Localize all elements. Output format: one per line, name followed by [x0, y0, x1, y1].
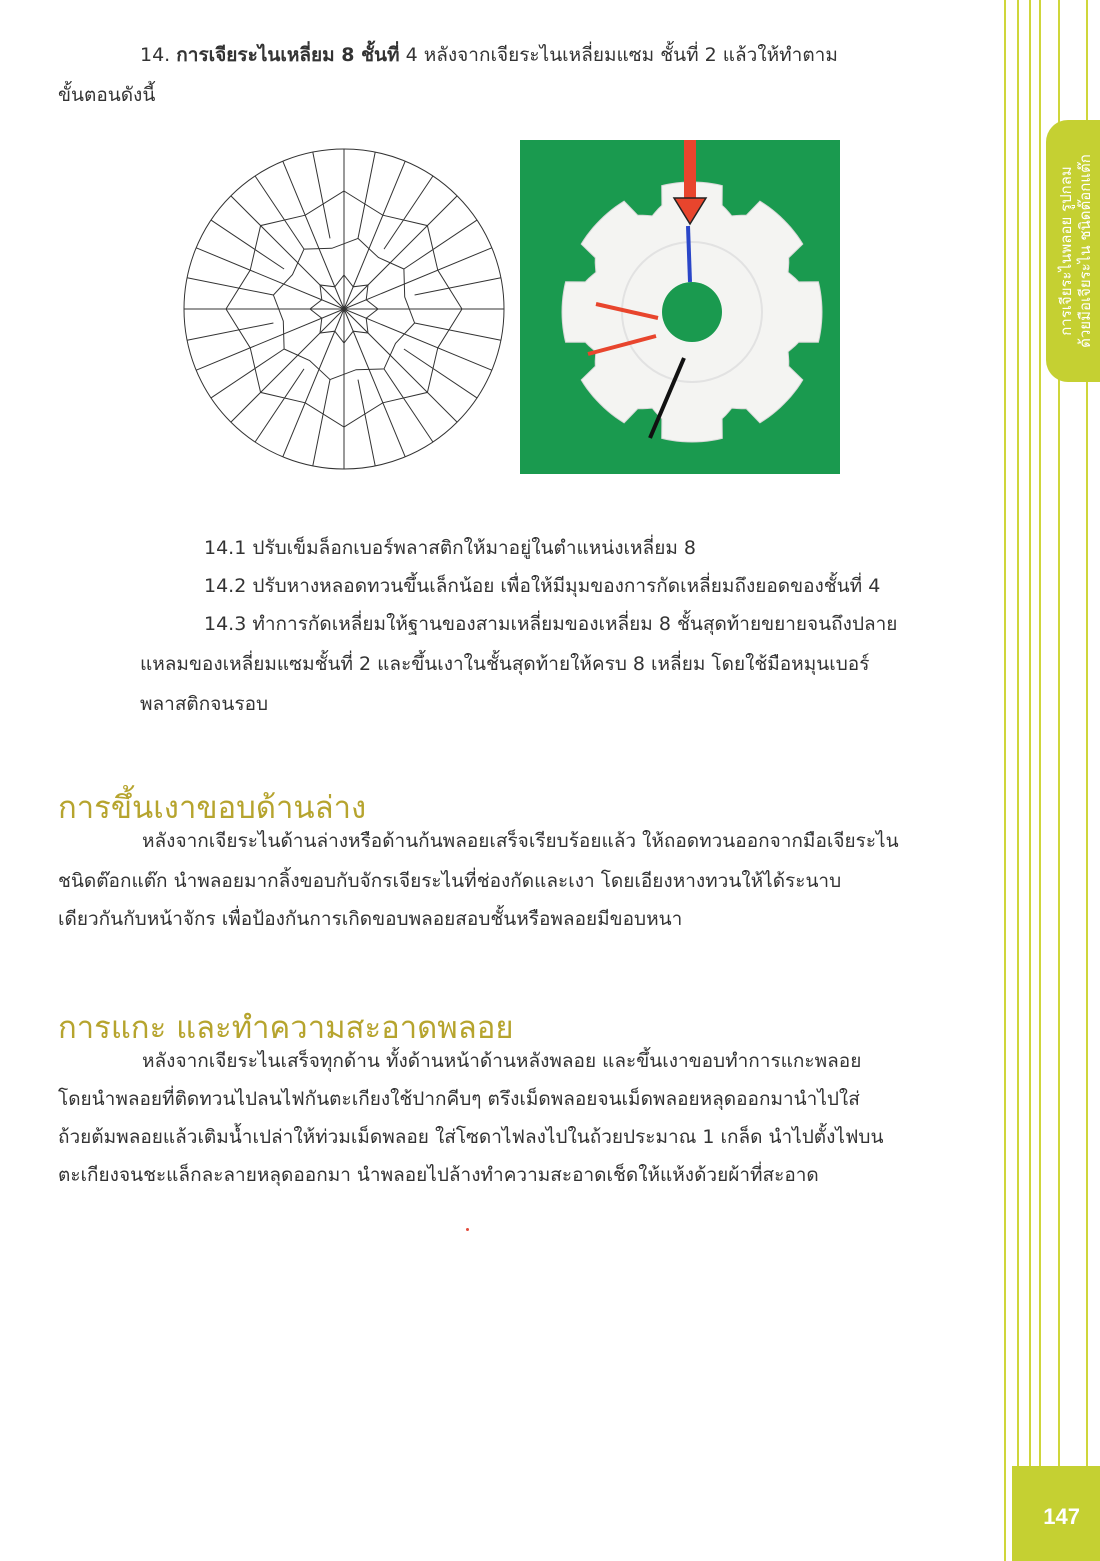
diagram-facet-line [313, 380, 330, 466]
diagram-facet-line [196, 248, 344, 309]
diagram-facet-line [404, 349, 477, 398]
diagram-facet-line [211, 349, 284, 398]
diagram-facet-line [313, 152, 330, 238]
diagram-facet-line [283, 161, 344, 309]
substep-14-2: 14.2 ปรับหางหลอดทวนขึ้นเล็กน้อย เพื่อให้มีมุมของการกัดเหลี่ยมถึงยอดของชั้นที่ 4 [204, 575, 881, 597]
diagram-facet-line [196, 309, 344, 370]
stray-mark [466, 1228, 469, 1231]
diagram-facet-line [231, 196, 344, 309]
chapter-tab-line1: การเจียระไนพลอย รูปกลม [1057, 166, 1075, 336]
diagram-facet-line [231, 309, 344, 422]
chapter-tab-line2: ด้วยมือเจียระไน ชนิดต๊อกแต๊ก [1076, 154, 1094, 348]
margin-line [1029, 0, 1031, 1561]
section-heading-edge-polish: การขึ้นเงาขอบด้านล่าง [58, 790, 367, 826]
margin-line [1004, 0, 1006, 1561]
diagram-facet-line [187, 323, 273, 340]
section2-line2: โดยนำพลอยที่ติดทวนไปลนไฟกันตะเกียงใช้ปากคีบๆ ตรึงเม็ดพลอยจนเม็ดพลอยหลุดออกมานำไปใส่ [58, 1088, 860, 1110]
diagram-facet-line [384, 176, 433, 249]
step14-number: 14. [140, 44, 177, 66]
diagram-facet-line [344, 248, 492, 309]
diagram-facet-line [358, 152, 375, 238]
page-number: 147 [1043, 1504, 1080, 1529]
diagram-facet-line [255, 176, 304, 249]
diagram-facet-line [187, 278, 273, 295]
diagram-facet-line [358, 380, 375, 466]
diagram-facet-line [255, 369, 304, 442]
diagram-facet-line [415, 323, 501, 340]
gear-center-hole [662, 282, 722, 342]
diagram-facet-line [384, 369, 433, 442]
step14-title [140, 36, 960, 74]
section2-line1: หลังจากเจียระไนเสร็จทุกด้าน ทั้งด้านหน้าด้านหลังพลอย และขึ้นเงาขอบทำการแกะพลอย [142, 1050, 862, 1072]
substep-14-3-end: พลาสติกจนรอบ [140, 693, 269, 715]
section2-line3: ถ้วยต้มพลอยแล้วเติมน้ำเปล่าให้ท่วมเม็ดพลอย ใส่โซดาไฟลงไปในถ้วยประมาณ 1 เกล็ด นำไปตั้งไฟบน [58, 1126, 884, 1148]
margin-line [1017, 0, 1019, 1561]
substep-14-1: 14.1 ปรับเข็มล็อกเบอร์พลาสติกให้มาอยู่ในตำแหน่งเหลี่ยม 8 [204, 537, 696, 559]
step14-title-line2: ขั้นตอนดังนี้ [58, 84, 156, 106]
section2-line4: ตะเกียงจนชะแล็กละลายหลุดออกมา นำพลอยไปล้างทำความสะอาดเช็ดให้แห้งด้วยผ้าที่สะอาด [58, 1164, 819, 1186]
margin-line [1039, 0, 1041, 1561]
diagram-facet-line [211, 220, 284, 269]
substep-14-3: 14.3 ทำการกัดเหลี่ยมให้ฐานของสามเหลี่ยมของเหลี่ยม 8 ชั้นสุดท้ายขยายจนถึงปลาย [204, 613, 898, 635]
facet-diagram [180, 145, 508, 473]
chapter-tab-text [1057, 154, 1095, 348]
chapter-side-tab [1046, 120, 1100, 382]
section1-line2: ชนิดต๊อกแต๊ก นำพลอยมากลิ้งขอบกับจักรเจียระไนที่ช่องกัดและเงา โดยเอียงหางทวนให้ได้ระนาบ [58, 870, 842, 892]
section1-line1: หลังจากเจียระไนด้านล่างหรือด้านก้นพลอยเสร็จเรียบร้อยแล้ว ให้ถอดทวนออกจากมือเจียระไน [142, 830, 899, 852]
diagram-facet-line [344, 161, 405, 309]
gear-photo [520, 140, 840, 474]
red-arrow-shaft [684, 140, 696, 198]
diagram-facet-line [283, 309, 344, 457]
step14-title-rest: 4 หลังจากเจียระไนเหลี่ยมแซม ชั้นที่ 2 แล้วให้ทำตาม [399, 44, 838, 66]
diagram-facet-line [415, 278, 501, 295]
section1-line3: เดียวกันกับหน้าจักร เพื่อป้องกันการเกิดขอบพลอยสอบชั้นหรือพลอยมีขอบหนา [58, 908, 683, 930]
blue-mark-line [688, 226, 690, 282]
diagram-facet-line [404, 220, 477, 269]
substep-14-3-cont: แหลมของเหลี่ยมแซมชั้นที่ 2 และขึ้นเงาในชั้นสุดท้ายให้ครบ 8 เหลี่ยม โดยใช้มือหมุนเบอร์ [140, 653, 870, 675]
diagram-facet-line [344, 196, 457, 309]
diagram-facet-line [344, 309, 492, 370]
step14-bold-title: การเจียระไนเหลี่ยม 8 ชั้นที่ [176, 44, 400, 66]
diagram-facet-line [344, 309, 457, 422]
section-heading-remove-clean: การแกะ และทำความสะอาดพลอย [58, 1010, 514, 1046]
diagram-facet-line [344, 309, 405, 457]
